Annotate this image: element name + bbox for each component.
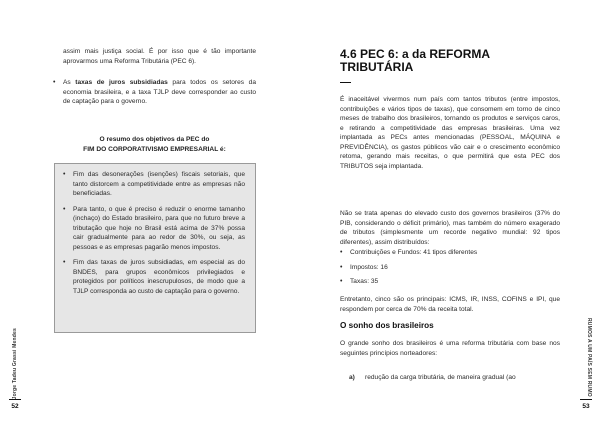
list-item — [63, 170, 245, 199]
paragraph: O grande sonho dos brasileiros é uma reforma tributária com base nos seguintes princípios norteadores: — [340, 340, 560, 357]
list-item-text: Para tanto, o que é preciso é reduzir o enorme tamanho (inchaço) do Estado brasileiro, para que no futuro breve a tributação que hoje no Brasil está acima de 37% possa cair gradualmente para ao redor de 30%, ou seja, as pessoas e as empresas pagarão menos impostos. — [73, 205, 245, 251]
list-item-text: redução da carga tributária, de maneira gradual (ao — [365, 374, 516, 381]
bullet-icon: • — [53, 79, 56, 86]
list-item-text: Impostos: 16 — [350, 263, 388, 271]
bullet-icon: • — [63, 205, 66, 213]
list-item-text — [63, 78, 256, 107]
list-item-text: Contribuições e Fundos: 41 tipos diferentes — [350, 249, 478, 256]
book-running-header: RUMOS A UM PAÍS SEM RUMO — [586, 318, 592, 397]
list-item-emphasis: taxas de juros subsidiadas — [75, 79, 168, 86]
list-item-text: Taxas: 35 — [350, 278, 379, 286]
list-item-prefix: As — [63, 79, 76, 86]
summary-box — [54, 163, 256, 333]
list-item — [63, 205, 245, 253]
list-item-suffix: para todos os setores da economia brasileira, e a taxa TJLP deve corresponder ao custo de captação para o governo. — [63, 79, 256, 105]
bullet-icon: • — [63, 171, 66, 178]
list-item-label: a) — [349, 374, 355, 381]
list-item — [340, 248, 560, 263]
summary-heading — [53, 135, 256, 154]
list-item — [340, 263, 560, 278]
subsection-heading: O sonho dos brasileiros — [340, 321, 434, 330]
paragraph: É inaceitável vivermos num país com tantos tributos (entre impostos, contribuições e vários tipos de taxas), que consomem em torno de cinco meses de trabalho dos brasileiros, tornando os produtos e serviços caros, e retirando a competitividade das empresas brasileiras. Uma vez implantada as PECs antes mencionadas (PESSOAL, MÁQUINA e PREVIDÊNCIA), os gastos públicos vão cair e o crescimento econômico retoma, gerando mais receitas, o que permitirá que esta PEC dos TRIBUTOS seja implantada. — [340, 96, 560, 170]
page-number-left: 52 — [9, 403, 21, 410]
bullet-icon: • — [340, 249, 343, 256]
page-number-right: 53 — [580, 403, 592, 410]
intro-paragraph: assim mais justiça social. É por isso que é tão importante aprovarmos uma Reforma Tributária (PEC 6). — [63, 48, 256, 65]
list-item — [340, 277, 560, 292]
author-running-header: Jorge Tadeu Grassi Mendes — [12, 328, 18, 400]
paragraph: Não se trata apenas do elevado custo dos governos brasileiros (37% do PIB, considerando o déficit primário), mas também do número exagerado de tributos (simplesmente um recorde negativo mundial: 92 tipos diferentes), assim distribuídos: — [340, 210, 560, 246]
title-divider — [340, 82, 351, 83]
list-item-text: Fim das taxas de juros subsidiadas, em especial as do BNDES, para grupos econômicos privilegiados e protegidos por políticos inescrupulosos, de modo que a TJLP corresponda ao custo de captação para o governo. — [73, 259, 245, 295]
section-title: 4.6 PEC 6: a da REFORMA TRIBUTÁRIA — [340, 47, 490, 74]
list-item-text: Fim das desonerações (isenções) fiscais setoriais, que tanto distorcem a competitividade entre as empresas não beneficiadas. — [73, 171, 245, 197]
list-item — [63, 258, 245, 296]
paragraph: Entretanto, cinco são os principais: ICMS, IR, INSS, COFINS e IPI, que respondem por cerca de 70% da receita total. — [340, 296, 560, 313]
bullet-icon: • — [63, 259, 66, 266]
summary-heading-line: O resumo dos objetivos da PEC do — [99, 136, 210, 143]
summary-heading-line: FIM DO CORPORATIVISMO EMPRESARIAL é: — [83, 145, 226, 153]
tax-list — [340, 248, 560, 292]
list-item — [53, 78, 256, 107]
bullet-icon: • — [340, 263, 343, 271]
lettered-list-item — [349, 373, 560, 383]
bullet-icon: • — [340, 278, 343, 286]
